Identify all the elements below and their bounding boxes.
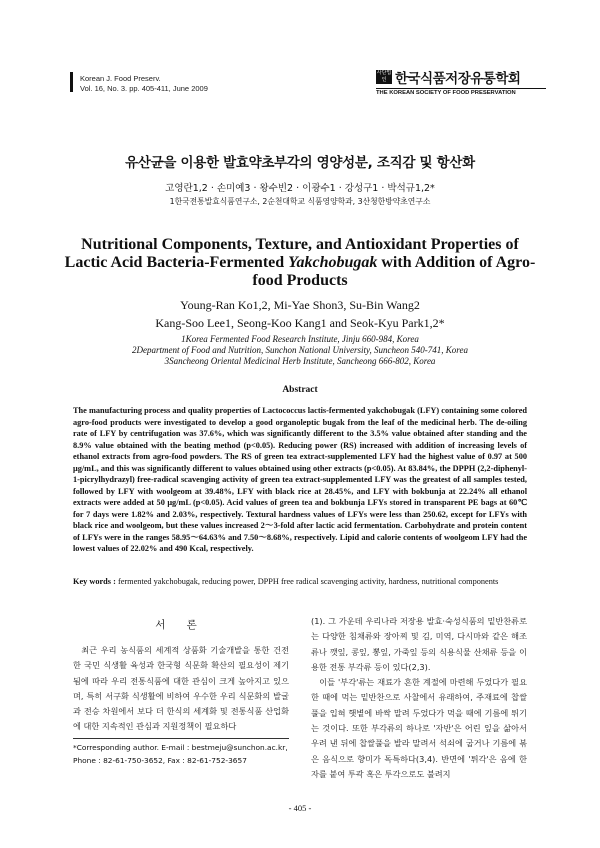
- intro-paragraph: 이들 '부각'류는 재료가 흔한 계절에 마련해 두었다가 필요한 때에 먹는 밑반찬으로 사찰에서 유래하여, 주재료에 찹쌀풀을 입혀 햇볕에 바싹 말려 두었다가 먹을 때에 기름에 튀기는 것이다. 또한 부각류의 하나로 '자반'은 어린 잎을 삶아서 우려 낸 뒤에 찹쌀풀을 발라 말려서 석쇠에 굽거나 기름에 볶은 음식으로 향미가 독특하다(3,4). 반면에 '튀각'은 음에 한자를 붙여 투곽 혹은 투각으로도 불려지: [311, 677, 527, 779]
- korean-author-list: 고영란1,2 · 손미예3 · 왕수빈2 · 이광수1 · 강성구1 · 박석규1,2*: [165, 183, 435, 194]
- korean-affiliations: 1한국전통발효식품연구소, 2순천대학교 식품영양학과, 3산청한방약초연구소: [169, 197, 431, 206]
- journal-volume: Vol. 16, No. 3. pp. 405-411, June 2009: [80, 84, 208, 93]
- email-link[interactable]: bestmeju@sunchon.ac.kr: [191, 743, 286, 752]
- society-korean-name: 한국식품저장유통학회: [395, 71, 521, 87]
- society-badge: 사단법인: [376, 70, 392, 83]
- footnote-contact: Phone : 82-61-750-3652, Fax : 82-61-752-3657: [73, 756, 247, 765]
- footnote-prefix: *Corresponding author. E-mail :: [73, 743, 192, 752]
- affiliation-3: 3Sancheong Oriental Medicinal Herb Institute, Sancheong 666-802, Korea: [164, 356, 436, 366]
- corresponding-author-footnote: [73, 741, 298, 767]
- keywords-label: Key words :: [73, 577, 116, 586]
- journal-name: Korean J. Food Preserv.: [80, 74, 161, 83]
- english-title-part1: Nutritional Components, Texture, and Antioxidant Properties of Lactic Acid Bacteria-Fermented: [64, 236, 519, 271]
- korean-title: 유산균을 이용한 발효약초부각의 영양성분, 조직감 및 항산화: [125, 155, 475, 171]
- intro-paragraph: (1). 그 가운데 우리나라 저장용 발효·숙성식품의 밑반찬류로는 다양한 침채류와 장아찌 및 김, 미역, 다시마와 같은 해조류나 깻잎, 콩잎, 뽕잎, 가죽잎 등의 식용식물 산채류 등을 이용한 전통 부각류 등이 있다(2,3).: [311, 616, 527, 672]
- keywords: [73, 576, 527, 588]
- korean-authors: [60, 180, 540, 194]
- english-title-italic: Yakchobugak: [288, 254, 378, 271]
- society-logo: [376, 67, 546, 96]
- abstract-heading: Abstract: [282, 385, 318, 395]
- footnote-rule: [73, 738, 289, 739]
- affiliation-1: 1Korea Fermented Food Research Institute, Jinju 660-984, Korea: [181, 334, 419, 344]
- intro-column-left: [73, 643, 289, 735]
- page-number: - 405 -: [288, 803, 312, 813]
- journal-mark-bar: [70, 72, 73, 92]
- footnote-suffix: ,: [285, 743, 288, 752]
- journal-citation: [80, 74, 208, 94]
- intro-paragraph: 최근 우리 농식품의 세계적 상품화 기술개발을 통한 건전한 국민 식생활 육성과 한국형 식문화 확산의 필요성이 제기됨에 따라 우리 전통식품에 대한 관심이 크게 높아지고 있으며, 특히 서구화 식생활에 비하여 우수한 우리 식문화의 발굴과 전승 차원에서 보다 더 한식의 세계화 및 전통식품 산업화에 대한 지속적인 관심과 지원정책이 필요하다: [73, 645, 289, 732]
- intro-heading: 서 론: [155, 619, 206, 631]
- society-english-name: THE KOREAN SOCIETY OF FOOD PRESERVATION: [376, 88, 546, 96]
- english-title-part2: with Addition of Agro-food Products: [252, 254, 536, 289]
- english-authors-line2: Kang-Soo Lee1, Seong-Koo Kang1 and Seok-Kyu Park1,2*: [155, 316, 445, 330]
- keywords-list: fermented yakchobugak, reducing power, DPPH free radical scavenging activity, hardness, nutritional components: [117, 577, 499, 586]
- intro-column-right: [311, 614, 527, 782]
- english-authors: [60, 296, 540, 332]
- abstract-text: The manufacturing process and quality properties of Lactococcus lactis-fermented yakchobugak (LFY) containing some colored agro-food products were investigated to develop a good organoleptic bugak from the leaf of the medicinal herb. The de-oiling rate of LFY by centrifugation was 37.6%, which was significantly different to the 3.5% value obtained after standing and the 8.9% value obtained with the beating method (p<0.05). Reducing power (RS) increased with addition of increasing levels of ethanol extracts from agro-food powders. The RS of green tea extract-supplemented LFY had the highest value of 0.97 at 500 μg/mL, and this was significantly different to values obtained using other extracts (p<0.05). At 83.84%, the DPPH (2,2-diphenyl-1-picrylhydrazyl) free-radical scavenging activity of green tea extract-supplemented LFY was the greatest of all samples tested, followed by LFY with woolgeom at 39.48%, LFY with black rice at 28.45%, and LFY with bokbunja at 22.24% all ethanol extracts were added at 50 μg/mL (p<0.05). Acid values of green tea and bokbunja LFYs stored in transparent PE bags at 60℃ for 7 days were 1.82% and 2.03%, respectively. Textural hardness values of LFYs were less than 250.62, except for LFYs with black rice and woolgeom, but these values increased 2～3-fold after lactic acid fermentation. Carbohydrate and protein content of LFYs were in the ranges 58.95～64.63% and 7.50～8.68%, respectively. Lipid and calorie contents of woolgeom LFY had the lowest values of 22.02% and 490 Kcal, respectively.: [73, 406, 527, 553]
- english-authors-line1: Young-Ran Ko1,2, Mi-Yae Shon3, Su-Bin Wang2: [180, 298, 420, 312]
- affiliation-2: 2Department of Food and Nutrition, Sunchon National University, Suncheon 540-741, Korea: [132, 345, 468, 355]
- english-affiliations: [60, 334, 540, 367]
- english-title: [60, 236, 540, 290]
